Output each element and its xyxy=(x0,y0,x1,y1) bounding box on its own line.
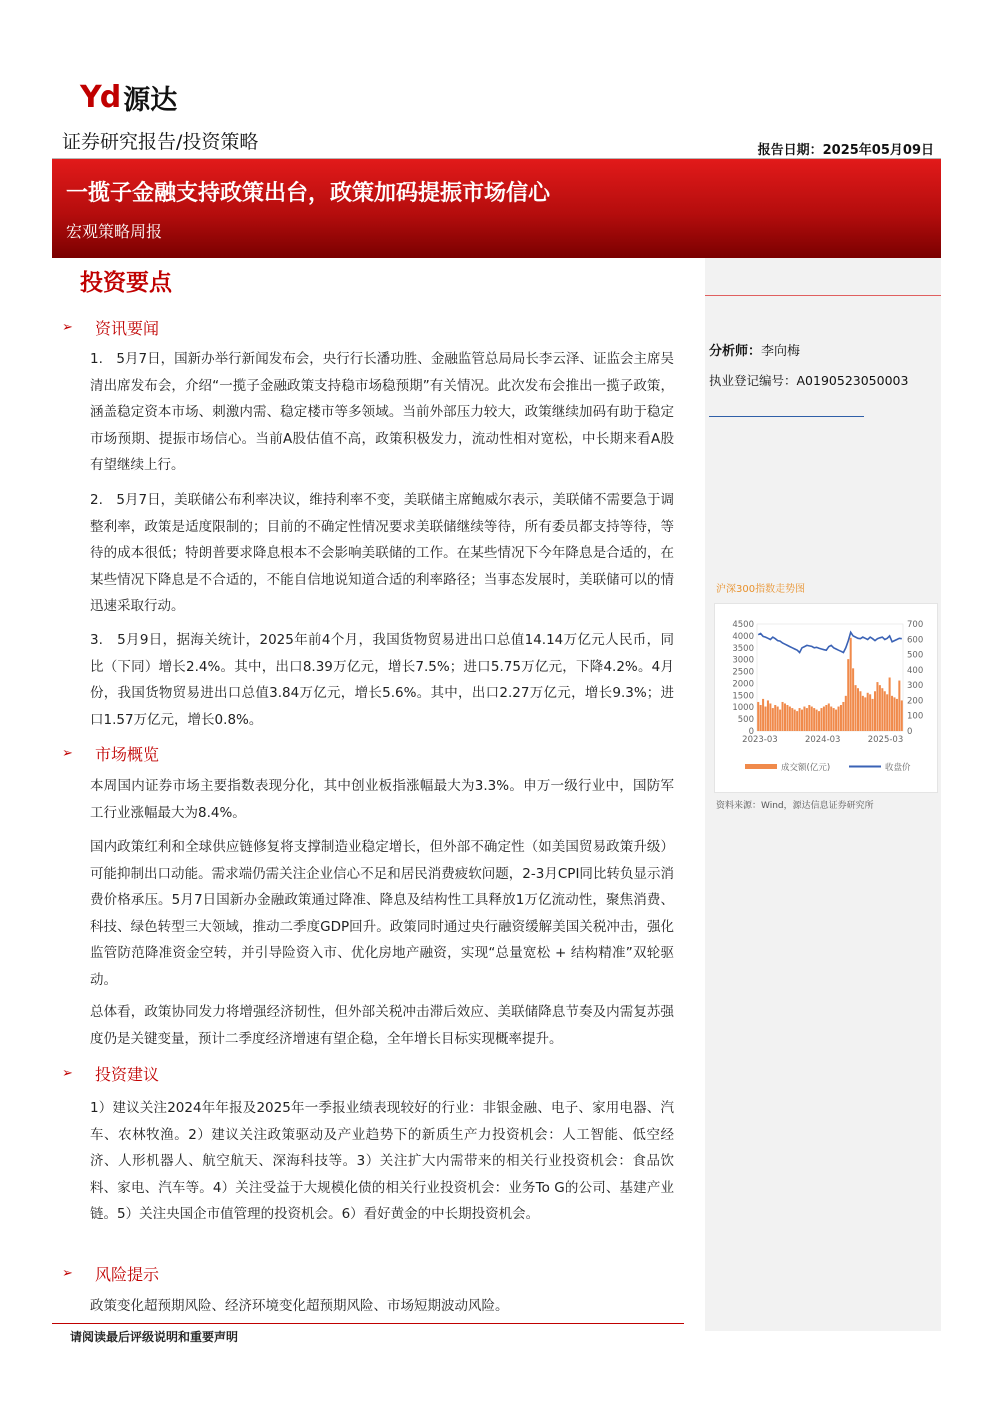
bar xyxy=(765,707,767,731)
bar xyxy=(840,705,842,731)
bar xyxy=(867,693,869,731)
bar xyxy=(835,710,837,731)
chart-title: 沪深300指数走势图 xyxy=(716,584,806,595)
bar xyxy=(845,696,847,731)
bar xyxy=(779,710,781,731)
logo-mark: Yd xyxy=(80,80,120,115)
bar xyxy=(884,691,886,731)
chart-svg xyxy=(715,604,937,792)
paragraph: 政策变化超预期风险、经济环境变化超预期风险、市场短期波动风险。 xyxy=(90,1298,509,1314)
y-tick-right: 200 xyxy=(907,696,924,707)
y-tick-right: 300 xyxy=(907,681,924,692)
y-tick-left: 1000 xyxy=(732,703,754,714)
section-title-text: 资讯要闻 xyxy=(95,319,160,338)
section-title-text: 风险提示 xyxy=(95,1265,160,1284)
legend-label: 成交额(亿元) xyxy=(781,763,831,773)
bar xyxy=(767,700,769,731)
license-number: 执业登记编号：A0190523050003 xyxy=(709,373,909,388)
arrow-icon: ➢ xyxy=(62,746,73,761)
bar xyxy=(818,711,820,731)
paragraph: 1）建议关注2024年年报及2025年一季报业绩表现较好的行业：非银金融、电子、家用电器、汽车、农林牧渔。2）建议关注政策驱动及产业趋势下的新质生产力投资机会：人工智能、低空经济、人形机器人、航空航天、深海科技等。3）关注扩大内需带来的相关行业投资机会：食品饮料、家电、汽车等。4）关注受益于大规模化债的相关行业投资机会：业务To G的公司、基建产业链。5）关注央国企市值管理的投资机会。6）看好黄金的中长期投资机会。 xyxy=(90,1100,674,1222)
arrow-icon: ➢ xyxy=(62,1266,73,1281)
bar xyxy=(847,659,849,731)
x-tick: 2024-03 xyxy=(804,735,841,745)
bar xyxy=(774,705,776,731)
bar xyxy=(782,702,784,731)
y-tick-left: 2000 xyxy=(732,679,754,690)
bar xyxy=(857,688,859,731)
sidebar xyxy=(705,258,941,1331)
bar xyxy=(760,705,762,731)
bar xyxy=(833,708,835,731)
divider xyxy=(709,416,864,417)
bar xyxy=(784,703,786,731)
bar xyxy=(872,699,874,731)
company-logo xyxy=(80,78,177,117)
section-heading: 投资要点 xyxy=(80,270,172,296)
bar xyxy=(823,707,825,731)
y-tick-left: 0 xyxy=(748,727,754,737)
logo-text: 源达 xyxy=(123,85,178,116)
section-title xyxy=(62,742,159,765)
bar xyxy=(825,705,827,731)
bar xyxy=(889,678,891,732)
paragraph: 3. 5月9日，据海关统计，2025年前4个月，我国货物贸易进出口总值14.14万亿元人民币，同比（下同）增长2.4%。其中，出口8.39万亿元，增长7.5%；进口5.75万亿元，下降4.2%。4月份，我国货物贸易进出口总值3.84万亿元，增长5.6%。其中，出口2.27万亿元，增长9.3%；进口1.57万亿元，增长0.8%。 xyxy=(90,632,674,728)
chart-source: 资料来源：Wind，源达信息证券研究所 xyxy=(716,801,874,811)
analyst-name: 李向梅 xyxy=(761,344,801,359)
y-tick-right: 0 xyxy=(907,727,913,737)
bar xyxy=(859,691,861,731)
title-banner xyxy=(52,159,941,258)
arrow-icon: ➢ xyxy=(62,1066,73,1081)
bar xyxy=(886,694,888,731)
bar xyxy=(803,707,805,731)
bar xyxy=(813,708,815,731)
legend-label: 收盘价 xyxy=(885,763,911,773)
bar xyxy=(772,708,774,731)
bar xyxy=(762,699,764,731)
bar xyxy=(864,697,866,731)
bar xyxy=(852,668,854,731)
bar xyxy=(789,707,791,731)
chart xyxy=(714,603,938,793)
bar xyxy=(830,707,832,731)
bar xyxy=(855,685,857,731)
y-tick-left: 4500 xyxy=(732,620,754,630)
bar xyxy=(869,694,871,731)
bar xyxy=(786,705,788,731)
y-tick-left: 500 xyxy=(737,715,754,726)
bar xyxy=(796,711,798,731)
bar xyxy=(791,708,793,731)
analyst-label: 分析师： xyxy=(709,344,762,359)
x-tick: 2025-03 xyxy=(867,735,904,745)
bar xyxy=(850,638,852,731)
paragraph: 国内政策红利和全球供应链修复将支撑制造业稳定增长，但外部不确定性（如美国贸易政策升级）可能抑制出口动能。需求端仍需关注企业信心不足和居民消费疲软问题，2-3月CPI同比转负显示消费价格承压。5月7日国新办金融政策通过降准、降息及结构性工具释放1万亿流动性，聚焦消费、科技、绿色转型三大领域，推动二季度GDP回升。政策同时通过央行融资缓解美国关税冲击，强化监管防范降准资金空转，并引导险资入市、优化房地产融资，实现“总量宽松 + 结构精准”双轮驱动。 xyxy=(90,839,674,988)
bar xyxy=(901,700,903,731)
paragraph: 1. 5月7日，国新办举行新闻发布会，央行行长潘功胜、金融监管总局局长李云泽、证监会主席吴清出席发布会，介绍“一揽子金融政策支持稳市场稳预期”有关情况。此次发布会推出一揽子政策，涵盖稳定资本市场、刺激内需、稳定楼市等多领域。当前外部压力较大，政策继续加码有助于稳定市场预期、提振市场信心。当前A股估值不高，政策积极发力，流动性相对宽松，中长期来看A股有望继续上行。 xyxy=(90,351,674,473)
footer-note: 请阅读最后评级说明和重要声明 xyxy=(70,1330,239,1344)
y-tick-right: 600 xyxy=(907,635,924,646)
bar xyxy=(893,697,895,731)
bar xyxy=(881,688,883,731)
report-title: 一揽子金融支持政策出台，政策加码提振市场信心 xyxy=(66,181,551,206)
y-tick-right: 700 xyxy=(907,620,924,630)
bar xyxy=(801,710,803,731)
bar xyxy=(898,681,900,731)
y-tick-left: 3000 xyxy=(732,655,754,666)
bar xyxy=(838,707,840,731)
y-tick-left: 3500 xyxy=(732,643,754,654)
bar xyxy=(842,702,844,731)
paragraph: 本周国内证券市场主要指数表现分化，其中创业板指涨幅最大为3.3%。申万一级行业中，国防军工行业涨幅最大为8.4%。 xyxy=(90,778,674,821)
section-title-text: 投资建议 xyxy=(95,1065,160,1084)
bar xyxy=(874,691,876,731)
legend-swatch-bars xyxy=(745,764,777,769)
report-date: 报告日期：2025年05月09日 xyxy=(757,143,934,158)
bar xyxy=(806,708,808,731)
section-title xyxy=(62,1262,159,1285)
bar xyxy=(896,699,898,731)
paragraph: 总体看，政策协同发力将增强经济韧性，但外部关税冲击滞后效应、美联储降息节奏及内需复苏强度仍是关键变量，预计二季度经济增速有望企稳，全年增长目标实现概率提升。 xyxy=(90,1004,674,1047)
y-tick-right: 100 xyxy=(907,711,924,722)
bar xyxy=(816,710,818,731)
report-subtitle: 宏观策略周报 xyxy=(66,222,163,241)
y-tick-right: 400 xyxy=(907,665,924,676)
bar xyxy=(876,682,878,731)
y-tick-left: 4000 xyxy=(732,631,754,642)
analyst xyxy=(709,340,800,359)
bar xyxy=(862,696,864,731)
bar xyxy=(799,708,801,731)
y-tick-right: 500 xyxy=(907,650,924,661)
bar xyxy=(808,705,810,731)
arrow-icon: ➢ xyxy=(62,320,73,335)
section-title xyxy=(62,316,159,339)
bar xyxy=(828,703,830,731)
x-tick: 2023-03 xyxy=(742,735,778,745)
bar xyxy=(811,707,813,731)
bar xyxy=(820,708,822,731)
bar xyxy=(757,702,759,731)
section-title-text: 市场概览 xyxy=(95,745,160,764)
y-tick-left: 2500 xyxy=(732,667,754,678)
section-title xyxy=(62,1062,159,1085)
doc-type: 证券研究报告/投资策略 xyxy=(62,131,259,153)
bar xyxy=(769,703,771,731)
bar xyxy=(879,685,881,731)
bar xyxy=(891,696,893,731)
bar xyxy=(794,710,796,731)
paragraph: 2. 5月7日，美联储公布利率决议，维持利率不变，美联储主席鲍威尔表示，美联储不需要急于调整利率，政策是适度限制的；目前的不确定性情况要求美联储继续等待，所有委员都支持等待，等待的成本很低；特朗普要求降息根本不会影响美联储的工作。在某些情况下今年降息是合适的，在某些情况下降息是不合适的，不能自信地说知道合适的利率路径；当事态发展时，美联储可以的情迅速采取行动。 xyxy=(90,492,674,614)
bar xyxy=(777,707,779,731)
divider xyxy=(52,1323,684,1324)
divider xyxy=(705,295,941,296)
y-tick-left: 1500 xyxy=(732,691,754,702)
